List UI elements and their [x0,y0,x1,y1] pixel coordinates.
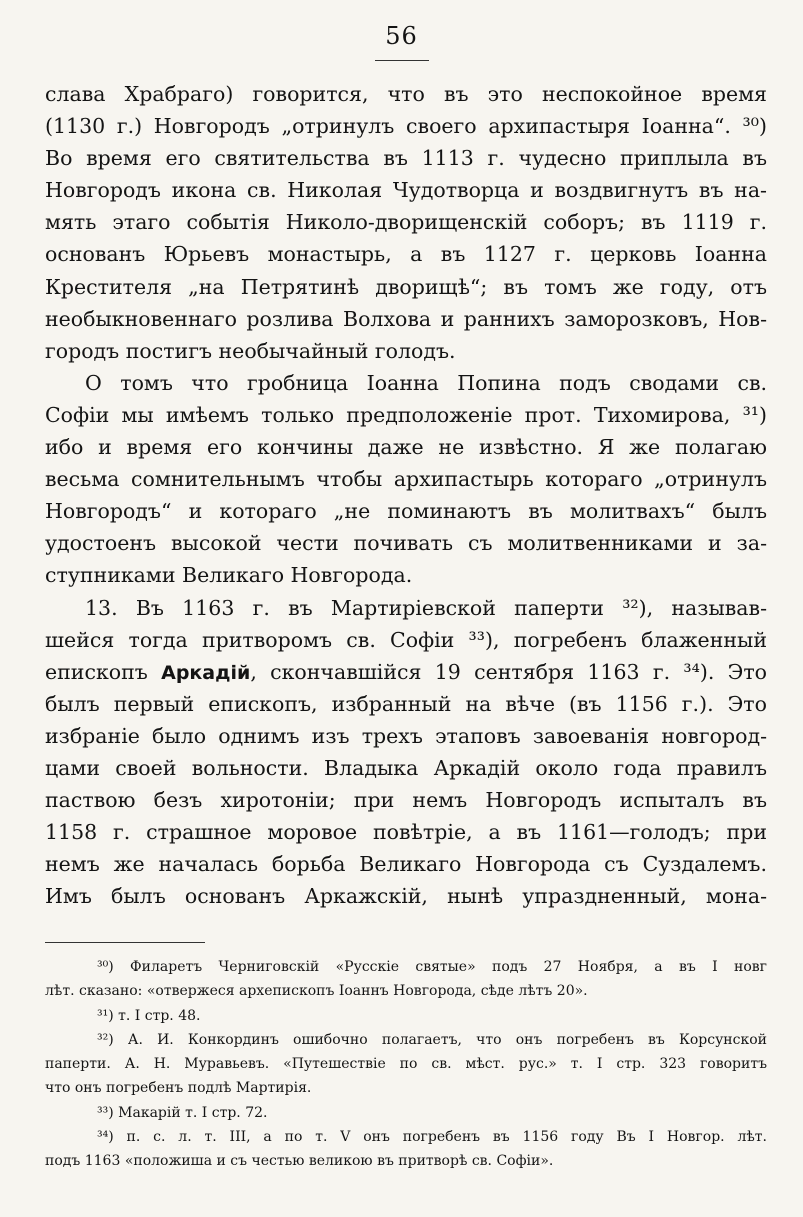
footnote-line: паперти. А. Н. Муравьевъ. «Путешествіе по св. мѣст. рус.» т. I стр. 323 говоритъ [45,1056,767,1073]
body-line: городъ постигъ необычайный голодъ. [45,338,456,363]
body-line: ибо и время его кончины даже не извѣстно. Я же полагаю [45,435,767,460]
body-line: Новгородъ икона св. Николая Чудотворца и воздвигнутъ въ на- [45,178,767,203]
footnote-line: что онъ погребенъ подлѣ Мартирія. [45,1080,312,1097]
body-line: слава Храбраго) говорится, что въ это неспокойное время [45,82,767,106]
body-line: 1158 г. страшное моровое повѣтріе, а въ 1161—голодъ; при [45,820,767,845]
body-line: былъ первый епископъ, избранный на вѣче (въ 1156 г.). Это [45,691,767,716]
body-line: О томъ что гробница Іоанна Попина подъ сводами св. [85,370,767,395]
body-line: шейся тогда притворомъ св. Софіи ³³), погребенъ блаженный [45,627,767,652]
footnotes [45,955,767,1174]
body-line: ступниками Великаго Новгорода. [45,563,413,588]
body-line: избраніе было однимъ изъ трехъ этаповъ завоеванія новгород- [45,723,767,748]
footnote-line: ³⁴) п. с. л. т. III, а по т. V онъ погребенъ въ 1156 году Въ I Новгор. лѣт. [97,1129,767,1146]
body-line: Имъ былъ основанъ Аркажскій, нынѣ упраздненный, мона- [45,884,767,909]
body-line: паствою безъ хиротоніи; при немъ Новгородъ испыталъ въ [45,788,767,813]
footnote-line: лѣт. сказано: «отвержеся архепископъ Іоаннъ Новгорода, сѣде лѣтъ 20». [45,983,588,1000]
body-line: Во время его святительства въ 1113 г. чудесно приплыла въ [45,146,767,171]
body-line: епископъ Аркадій, скончавшійся 19 сентября 1163 г. ³⁴). Это [45,659,767,684]
body-line: основанъ Юрьевъ монастырь, а въ 1127 г. церковь Іоанна [45,242,767,267]
body-line: удостоенъ высокой чести почивать съ молитвенниками и за- [45,531,767,556]
body-line: цами своей вольности. Владыка Аркадій около года правилъ [45,755,767,780]
footnote-line: ³²) А. И. Конкординъ ошибочно полагаетъ, что онъ погребенъ въ Корсунской [97,1031,767,1048]
body-text [45,78,767,912]
body-line: весьма сомнительнымъ чтобы архипастырь котораго „отринулъ [45,467,767,492]
footnote-separator [45,942,205,943]
body-line: необыкновеннаго розлива Волхова и раннихъ заморозковъ, Нов- [45,306,767,331]
body-line: Крестителя „на Петрятинѣ дворищѣ“; въ томъ же году, отъ [45,274,767,299]
body-line: Софіи мы имѣемъ только предположеніе прот. Тихомирова, ³¹) [45,402,767,427]
body-line: (1130 г.) Новгородъ „отринулъ своего архипастыря Іоанна“. ³⁰) [45,114,767,139]
body-line: 13. Въ 1163 г. въ Мартиріевской паперти ³²), называв- [85,595,767,620]
page-number: 56 [385,22,418,50]
body-line: немъ же началась борьба Великаго Новгорода съ Суздалемъ. [45,852,767,877]
footnote-line: ³⁰) Филаретъ Черниговскій «Русскіе святые» подъ 27 Ноября, а въ I новг [97,959,767,975]
body-line: Новгородъ“ и котораго „не поминаютъ въ молитвахъ“ былъ [45,499,767,524]
footnote-line: подъ 1163 «положиша и съ честью великою въ притворѣ св. Софіи». [45,1153,554,1170]
footnote-line: ³¹) т. I стр. 48. [97,1007,201,1024]
bold-name: Аркадій [161,661,251,684]
page-number-rule [375,60,429,61]
body-line: мять этаго событія Николо-дворищенскій соборъ; въ 1119 г. [45,210,767,235]
footnote-line: ³³) Макарій т. I стр. 72. [97,1104,268,1121]
